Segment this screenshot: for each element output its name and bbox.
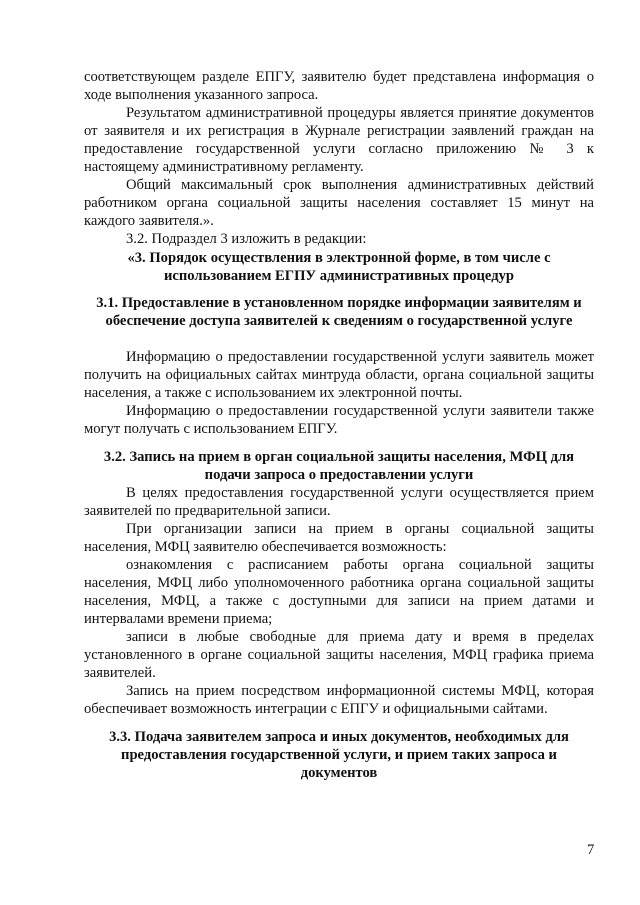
paragraph-subsection-edit: 3.2. Подраздел 3 изложить в редакции:	[126, 231, 367, 247]
paragraph-free-slots: записи в любые свободные для приема дату и время в пределах установленного в органе социальной защиты населения, МФЦ графика приема заявителей.	[84, 629, 594, 681]
paragraph-max-time: Общий максимальный срок выполнения административных действий работником органа социальной защиты населения составляет 15 минут на каждого заявителя.».	[84, 177, 594, 229]
paragraph-schedule-familiarization: ознакомления с расписанием работы органа социальной защиты населения, МФЦ либо уполномоченного работника органа социальной защиты населения, МФЦ, а также с доступными для записи на прием датами и интервалами времени приема;	[84, 557, 594, 627]
section-3-3-heading: 3.3. Подача заявителем запроса и иных документов, необходимых для предоставления государственной услуги, и прием таких запроса и документов	[109, 729, 569, 781]
page-number: 7	[587, 842, 595, 858]
section-3-2-heading: 3.2. Запись на прием в орган социальной защиты населения, МФЦ для подачи запроса о предоставлении услуги	[103, 449, 575, 483]
paragraph-procedure-result: Результатом административной процедуры является принятие документов от заявителя и их регистрация в Журнале регистрации заявлений граждан на предоставление государственной услуги согласно приложению № 3 к настоящему административному регламенту.	[84, 105, 594, 175]
paragraph-preliminary-appointment: В целях предоставления государственной услуги осуществляется прием заявителей по предварительной записи.	[84, 485, 594, 519]
paragraph-mfc-system: Запись на прием посредством информационной системы МФЦ, которая обеспечивает возможность интеграции с ЕПГУ и официальными сайтами.	[84, 683, 594, 717]
paragraph-execution-info: соответствующем разделе ЕПГУ, заявителю будет представлена информация о ходе выполнения указанного запроса.	[84, 69, 594, 103]
paragraph-appointment-organization: При организации записи на прием в органы социальной защиты населения, МФЦ заявителю обеспечивается возможность:	[84, 521, 594, 555]
section-3-heading: «3. Порядок осуществления в электронной форме, в том числе с использованием ЕГПУ административных процедур	[127, 250, 551, 284]
section-3-1-heading: 3.1. Предоставление в установленном порядке информации заявителям и обеспечение доступа заявителей к сведениям о государственной услуге	[96, 295, 582, 329]
paragraph-info-sources: Информацию о предоставлении государственной услуги заявитель может получить на официальных сайтах минтруда области, органа социальной защиты населения, а также с использованием их электронной почты.	[84, 349, 594, 401]
paragraph-info-epgu: Информацию о предоставлении государственной услуги заявители также могут получать с использованием ЕПГУ.	[84, 403, 594, 437]
